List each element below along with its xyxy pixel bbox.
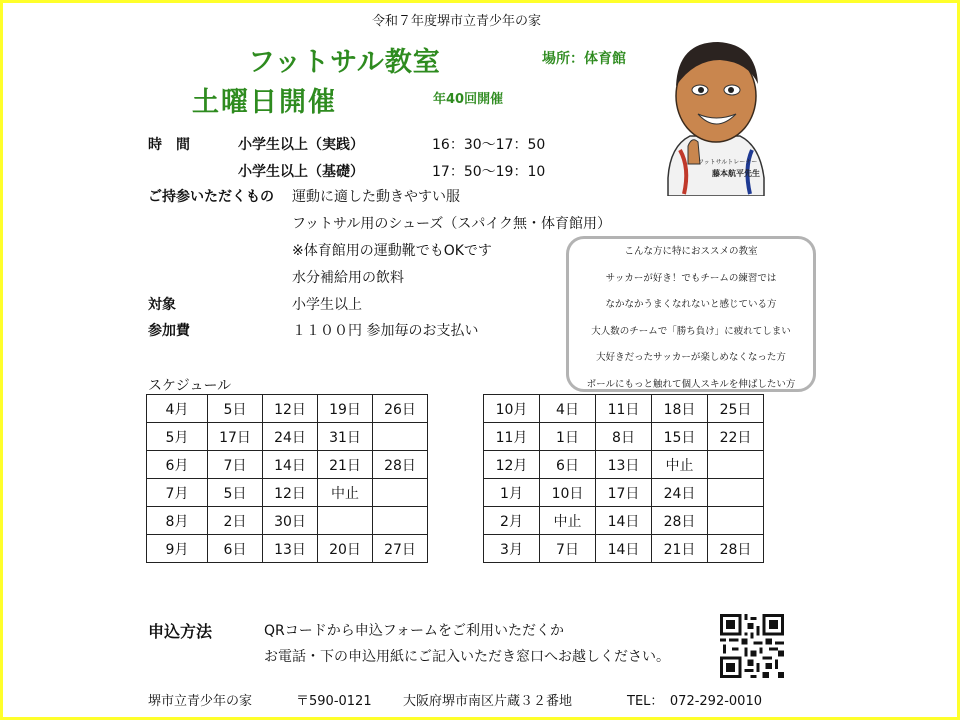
bring-item: 運動に適した動きやすい服 xyxy=(292,189,460,205)
schedule-date-cell: 7日 xyxy=(208,451,263,479)
coach-illustration xyxy=(660,28,770,196)
footer-tel: TEL： 072-292-0010 xyxy=(627,694,762,709)
schedule-date-cell: 17日 xyxy=(596,479,652,507)
schedule-date-cell xyxy=(373,479,428,507)
recommend-line: 大好きだったサッカーが楽しめなくなった方 xyxy=(596,352,786,363)
schedule-date-cell: 15日 xyxy=(652,423,708,451)
organizer-text: 令和７年度堺市立青少年の家 xyxy=(372,14,542,29)
recommend-line: 大人数のチームで「勝ち負け」に疲れてしまい xyxy=(591,325,791,337)
recommend-line: なかなかうまくなれないと感じている方 xyxy=(605,299,777,310)
schedule-date-cell: 5日 xyxy=(208,479,263,507)
schedule-date-cell: 6日 xyxy=(540,451,596,479)
schedule-date-cell: 31日 xyxy=(318,423,373,451)
schedule-row xyxy=(484,479,764,507)
schedule-date-cell: 7日 xyxy=(540,535,596,563)
schedule-date-cell: 10日 xyxy=(540,479,596,507)
schedule-month-cell: 5月 xyxy=(147,423,208,451)
schedule-date-cell: 4日 xyxy=(540,395,596,423)
schedule-date-cell xyxy=(708,479,764,507)
schedule-date-cell: 19日 xyxy=(318,395,373,423)
schedule-month-cell: 1月 xyxy=(484,479,540,507)
apply-text: QRコードから申込フォームをご利用いただくか xyxy=(264,623,565,639)
schedule-date-cell: 20日 xyxy=(318,535,373,563)
schedule-date-cell xyxy=(708,451,764,479)
target-value: 小学生以上 xyxy=(292,297,362,313)
schedule-date-cell: 28日 xyxy=(373,451,428,479)
bring-label: ご持参いただくもの xyxy=(148,189,274,205)
footer-address: 大阪府堺市南区片蔵３２番地 xyxy=(403,694,573,709)
class-time-2: 17：50～19：10 xyxy=(432,164,546,180)
coach-caption: フットサルトレーナー xyxy=(698,159,758,166)
schedule-date-cell: 13日 xyxy=(263,535,318,563)
footer-postal: 〒590-0121 xyxy=(296,694,372,709)
schedule-date-cell: 27日 xyxy=(373,535,428,563)
schedule-row xyxy=(147,535,428,563)
schedule-date-cell: 12日 xyxy=(263,479,318,507)
schedule-month-cell: 11月 xyxy=(484,423,540,451)
schedule-date-cell xyxy=(373,507,428,535)
recommend-heading: こんな方に特におススメの教室 xyxy=(624,246,758,257)
schedule-date-cell: 22日 xyxy=(708,423,764,451)
schedule-date-cell: 6日 xyxy=(208,535,263,563)
qr-code-icon[interactable] xyxy=(720,614,784,678)
schedule-date-cell: 24日 xyxy=(652,479,708,507)
target-label: 対象 xyxy=(148,297,176,313)
schedule-row xyxy=(147,479,428,507)
schedule-month-cell: 8月 xyxy=(147,507,208,535)
recommend-box xyxy=(566,236,816,392)
time-label: 時 間 xyxy=(148,137,190,153)
sessions-count: 年40回開催 xyxy=(433,92,504,107)
schedule-date-cell: 28日 xyxy=(652,507,708,535)
recommend-line: サッカーが好き！でもチームの練習では xyxy=(605,272,777,284)
schedule-date-cell: 中止 xyxy=(540,507,596,535)
schedule-date-cell: 中止 xyxy=(652,451,708,479)
schedule-month-cell: 4月 xyxy=(147,395,208,423)
schedule-caption: スケジュール xyxy=(148,378,232,394)
schedule-date-cell: 18日 xyxy=(652,395,708,423)
bring-item: ※体育館用の運動靴でもOKです xyxy=(292,243,492,259)
schedule-table-right xyxy=(483,394,764,563)
bring-item: 水分補給用の飲料 xyxy=(292,270,404,286)
schedule-date-cell: 25日 xyxy=(708,395,764,423)
coach-name: 藤本航平先生 xyxy=(712,169,760,178)
schedule-date-cell: 21日 xyxy=(652,535,708,563)
footer-facility: 堺市立青少年の家 xyxy=(148,694,253,709)
schedule-month-cell: 10月 xyxy=(484,395,540,423)
schedule-date-cell: 30日 xyxy=(263,507,318,535)
schedule-row xyxy=(484,423,764,451)
schedule-date-cell: 8日 xyxy=(596,423,652,451)
schedule-date-cell: 13日 xyxy=(596,451,652,479)
schedule-date-cell: 14日 xyxy=(596,507,652,535)
schedule-date-cell: 28日 xyxy=(708,535,764,563)
schedule-month-cell: 9月 xyxy=(147,535,208,563)
schedule-date-cell xyxy=(373,423,428,451)
schedule-row xyxy=(484,507,764,535)
schedule-date-cell: 26日 xyxy=(373,395,428,423)
apply-label: 申込方法 xyxy=(148,622,213,641)
venue-text: 場所：体育館 xyxy=(542,51,626,67)
schedule-row xyxy=(484,535,764,563)
schedule-month-cell: 6月 xyxy=(147,451,208,479)
schedule-row xyxy=(147,423,428,451)
fee-value: １１００円 参加毎のお支払い xyxy=(292,323,479,339)
schedule-row xyxy=(484,395,764,423)
schedule-date-cell: 21日 xyxy=(318,451,373,479)
bring-item: フットサル用のシューズ（スパイク無・体育館用） xyxy=(292,216,612,232)
page-subtitle: 土曜日開催 xyxy=(192,87,337,118)
schedule-date-cell: 5日 xyxy=(208,395,263,423)
schedule-date-cell xyxy=(318,507,373,535)
fee-label: 参加費 xyxy=(148,323,190,339)
apply-text: お電話・下の申込用紙にご記入いただき窓口へお越しください。 xyxy=(264,649,670,665)
schedule-row xyxy=(147,395,428,423)
page-title: フットサル教室 xyxy=(248,47,441,78)
schedule-month-cell: 2月 xyxy=(484,507,540,535)
class-grade-1: 小学生以上（実践） xyxy=(238,137,364,153)
schedule-date-cell xyxy=(708,507,764,535)
class-grade-2: 小学生以上（基礎） xyxy=(238,164,364,180)
schedule-date-cell: 11日 xyxy=(596,395,652,423)
schedule-row xyxy=(147,451,428,479)
recommend-line: ボールにもっと触れて個人スキルを伸ばしたい方 xyxy=(586,378,796,390)
schedule-month-cell: 12月 xyxy=(484,451,540,479)
schedule-date-cell: 14日 xyxy=(263,451,318,479)
class-time-1: 16：30～17：50 xyxy=(432,137,546,153)
schedule-month-cell: 3月 xyxy=(484,535,540,563)
schedule-row xyxy=(147,507,428,535)
schedule-date-cell: 17日 xyxy=(208,423,263,451)
schedule-date-cell: 1日 xyxy=(540,423,596,451)
schedule-date-cell: 14日 xyxy=(596,535,652,563)
schedule-date-cell: 2日 xyxy=(208,507,263,535)
schedule-date-cell: 24日 xyxy=(263,423,318,451)
schedule-date-cell: 12日 xyxy=(263,395,318,423)
schedule-row xyxy=(484,451,764,479)
schedule-month-cell: 7月 xyxy=(147,479,208,507)
schedule-date-cell: 中止 xyxy=(318,479,373,507)
schedule-table-left xyxy=(146,394,428,563)
